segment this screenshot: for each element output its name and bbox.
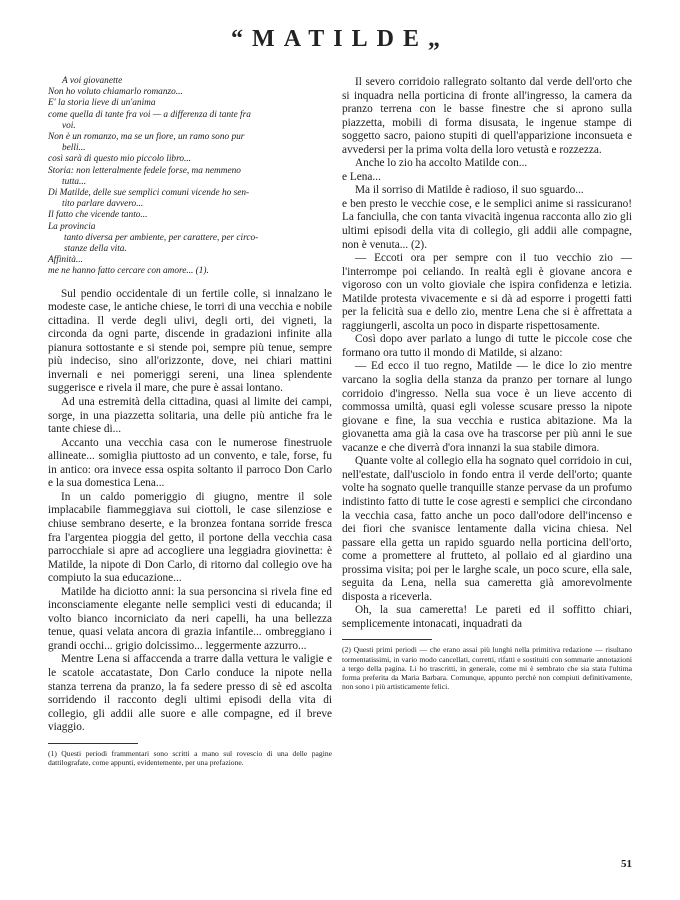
epigraph-line: Affinità...	[48, 255, 83, 266]
paragraph: Il severo corridoio rallegrato soltanto dal verde dell'orto che si inquadra nella porticina di fronte all'ingresso, la camera da pranzo terrena con le basse finestre che si aprono sulla piazzetta, mobili di forma disusata, le ingenue stampe di soggetto sacro, paiono stupiti di quell'apparizione inconsueta e avvedersi per la prima volta della loro vetustà e rozzezza.	[342, 76, 632, 156]
paragraph: Quante volte al collegio ella ha sognato quel corridoio in cui, nell'estate, dall'usciolo in fondo entra il verde dell'orto; quante volte ha sognato quelle tranquille stanze pervase da un profumo indistinto fatto di tutte le cose agresti e semplici che circondano la vecchia casa, fatto anche un poco dall'odore dell'incenso e dei fiori che svanisce lentamente dalla vicina chiesa. Nel passare ella getta un rapido sguardo nella porticina dell'orto, come a promettere al frutteto, al pollaio ed al giardino una prossima visita; poi per le larghe scale, un poco scure, ella sale, seguita da Lena, nella sua cameretta già amorevolmente disposta a riceverla.	[342, 455, 632, 603]
paragraph: Sul pendio occidentale di un fertile colle, si innalzano le modeste case, le antiche chiese, le torri di una vecchia e nobile cittadina. Il verde degli ulivi, degli orti, dei vigneti, la circonda da ogni parte, discende in gradazioni infinite alla pianura sottostante e si stende poi, sempre più tenue, sempre più indeciso, sino all'orizzonte, dove, nei chiari mattini invernali e nei pomeriggi sereni, una linea splendente suggerisce e rivela il mare, che pure è assai lontano.	[48, 287, 332, 395]
paragraph: Mentre Lena si affaccenda a trarre dalla vettura le valigie e le scatole accatastate, Don Carlo conduce la nipote nella stanza terrena da pranzo, la fa sedere presso di sè ed ascolta sorridendo il racconto degli ultimi episodi della vita di collegio, gli addii alle suore e alle compagne, ed il breve viaggio.	[48, 653, 332, 734]
epigraph-line: così sarà di questo mio piccolo libro...	[48, 154, 191, 165]
left-column	[48, 76, 332, 767]
epigraph-line: belli...	[62, 143, 86, 154]
epigraph-line: tito parlare davvero...	[62, 199, 144, 210]
epigraph	[48, 76, 332, 278]
paragraph: — Ed ecco il tuo regno, Matilde — le dice lo zio mentre varcano la soglia della stanza da pranzo per tornare al lungo corridoio d'ingresso. Nella sua voce è un lieve accento di commossa umiltà, quasi egli volesse scusare presso la nipote giovane e fine, la sua vecchia e rustica abitazione. Ma la giovanetta ama già la casa ove ha trascorse per più anni le sue vacanze e che diverrà d'ora innanzi la sua stabile dimora.	[342, 360, 632, 454]
epigraph-line: La provincia	[48, 221, 96, 232]
paragraph: Ma il sorriso di Matilde è radioso, il suo sguardo...	[355, 184, 584, 197]
epigraph-line: me ne hanno fatto cercare con amore... (1).	[48, 266, 209, 277]
paragraph: Accanto una vecchia casa con le numerose finestruole allineate... somiglia piuttosto ad un convento, e tale, forse, fu in antico: ora invece essa ospita soltanto il parroco Don Carlo e la sua domestica Lena...	[48, 436, 332, 490]
footnote: (1) Questi periodi frammentari sono scritti a mano sul rovescio di una delle pagine dattilografate, come appunti, evidentemente, per una prefazione.	[48, 748, 332, 767]
paragraph: e ben presto le vecchie cose, e le semplici anime si rassicurano! La fanciulla, che con tanta vivacità ingenua racconta allo zio gli ultimi episodi della vita di collegio, gli addii alle compagne, non è venuta... (2).	[342, 197, 632, 251]
page-number: 51	[621, 858, 632, 870]
footnote: (2) Questi primi periodi — che erano assai più lunghi nella primitiva redazione — risultano tormentatissimi, in vario modo cancellati, corretti, rifatti e sostituiti con sommarie annotazioni a tergo della pagina. Li ho trascritti, in generale, come mi è sembrato che sia stata l'ultima forma preferita da Maria Barbara. Comunque, appunto perchè non compiuti definitivamente, non sono i più artisticamente felici.	[342, 645, 632, 692]
footnote-divider	[48, 743, 138, 744]
epigraph-line: Storia: non letteralmente fedele forse, ma nemmeno	[48, 165, 241, 176]
epigraph-line: stanze della vita.	[64, 244, 127, 255]
epigraph-line: Non è un romanzo, ma se un fiore, un ramo sono pur	[48, 132, 245, 143]
epigraph-line: Di Matilde, delle sue semplici comuni vicende ho sen-	[48, 188, 250, 199]
epigraph-line: A voi giovanette	[62, 76, 123, 86]
paragraph: e Lena...	[342, 170, 381, 183]
epigraph-line: tanto diversa per ambiente, per carattere, per circo-	[64, 232, 259, 243]
paragraph: Oh, la sua cameretta! Le pareti ed il soffitto chiari, semplicemente intonacati, inquadrati da	[342, 604, 632, 630]
paragraph: — Eccoti ora per sempre con il tuo vecchio zio — l'interrompe poi celiando. In realtà egli è giovane ancora e vigoroso con un volto gioviale che ispira confidenza e letizia. Matilde protesta vivacemente e si dà ad esporre i progetti fatti per la felicità sua e dello zio, mentre Lena che si è affrettata a raggiungerli, ascolta un poco in disparte rispettosamente.	[342, 252, 632, 332]
epigraph-line: Il fatto che vicende tanto...	[48, 210, 148, 221]
paragraph: Anche lo zio ha accolto Matilde con...	[355, 157, 528, 170]
paragraph: Ad una estremità della cittadina, quasi al limite dei campi, sorge, in una piazzetta solitaria, una delle più antiche fra le tante chiese di...	[48, 396, 332, 436]
paragraph: In un caldo pomeriggio di giugno, mentre il sole implacabile fiammeggiava sui ciottoli, le case silenziose e chiuse sembrano deserte, e la bronzea fontana sorride fresca fra l'argentea pioggia del getto, il portone della vecchia casa parrocchiale si apre ad accogliere una leggiadra giovinetta: è Matilde, la nipote di Don Carlo, di ritorno dal collegio ove ha compiuto la sua educazione...	[48, 490, 332, 585]
chapter-title: “MATILDE„	[231, 26, 449, 52]
epigraph-line: Non ho voluto chiamarlo romanzo...	[48, 87, 183, 98]
epigraph-line: come quella di tante fra voi — a differenza di tante fra	[48, 109, 251, 120]
paragraph: Matilde ha diciotto anni: la sua personcina si rivela fine ed inconsciamente elegante nelle semplici vesti di educanda; il volto bianco incorniciato da neri capelli, ha una bellezza tenue, quasi velata ancora di grazia infantile... ombreggiano i grandi occhi... grigio dolcissimo... leggermente azzurro...	[48, 585, 332, 652]
epigraph-line: E' la storia lieve di un'anima	[48, 98, 156, 109]
epigraph-line: voi.	[62, 120, 76, 131]
epigraph-line: tutta...	[62, 176, 87, 187]
footnote-divider	[342, 639, 432, 640]
paragraph: Così dopo aver parlato a lungo di tutte le piccole cose che formano ora tutto il mondo di Matilde, si alzano:	[342, 333, 632, 359]
right-column	[342, 76, 632, 691]
